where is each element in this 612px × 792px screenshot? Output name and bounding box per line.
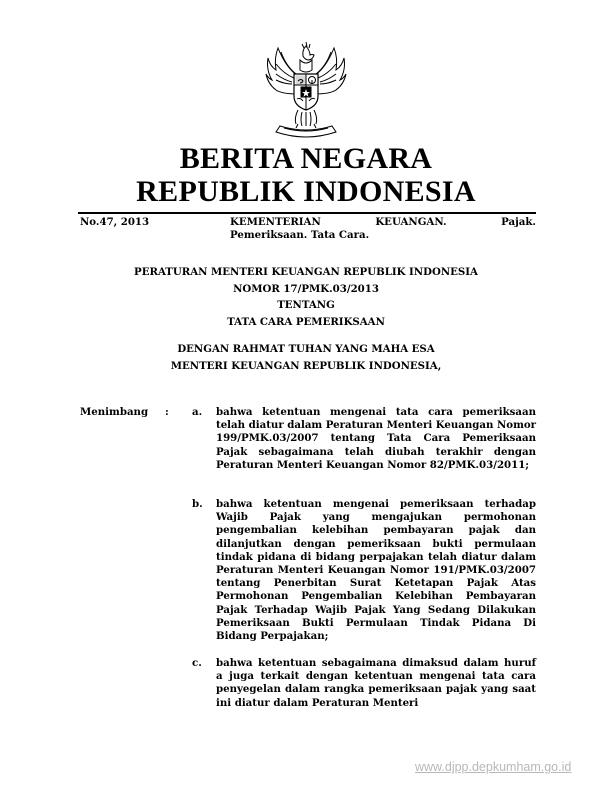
category-word: KEUANGAN.: [375, 216, 447, 228]
regulation-number: NOMOR 17/PMK.03/2013: [233, 282, 379, 295]
gazette-category: [230, 216, 536, 242]
regulation-subject: TATA CARA PEMERIKSAAN: [227, 315, 385, 328]
invocation: DENGAN RAHMAT TUHAN YANG MAHA ESA: [177, 343, 435, 355]
item-text: bahwa ketentuan sebagaimana dimaksud dalam huruf a juga terkait dengan ketentuan mengenai tata cara penyegelan dalam rangka pemeriksaan pajak yang saat ini diatur dalam Peraturan Menteri: [216, 657, 536, 709]
item-text: bahwa ketentuan mengenai pemeriksaan terhadap Wajib Pajak yang mengajukan permohonan pengembalian kelebihan pembayaran pajak dan dilanjutkan dengan pemeriksaan bukti permulaan tindak pidana di bidang perpajakan telah diatur dalam Peraturan Menteri Keuangan Nomor 191/PMK.03/2007 tentang Penerbitan Surat Ketetapan Pajak Atas Permohonan Pengembalian Kelebihan Pembayaran Pajak Terhadap Wajib Pajak Yang Sedang Dilakukan Pemeriksaan Bukti Permulaan Tindak Pidana Di Bidang Perpajakan;: [216, 498, 536, 643]
gazette-number: No.47, 2013: [80, 216, 150, 228]
category-line1: [230, 216, 536, 229]
gazette-title-line2: REPUBLIK INDONESIA: [136, 175, 476, 208]
regulation-title: PERATURAN MENTERI KEUANGAN REPUBLIK INDONESIA: [134, 266, 478, 278]
category-line2: Pemeriksaan. Tata Cara.: [230, 229, 370, 241]
considering-label: Menimbang: [80, 406, 149, 418]
category-word: Pajak.: [501, 216, 536, 228]
item-letter: b.: [192, 498, 203, 510]
item-letter: c.: [192, 657, 202, 669]
category-word: KEMENTERIAN: [230, 216, 321, 228]
garuda-pancasila-emblem-icon: [262, 40, 350, 142]
issuer: MENTERI KEUANGAN REPUBLIK INDONESIA,: [170, 359, 442, 372]
considering-colon: :: [165, 406, 169, 418]
header-divider: [78, 212, 536, 214]
gazette-title-line1: BERITA NEGARA: [179, 142, 433, 175]
regulation-heading: [0, 264, 612, 374]
item-letter: a.: [192, 406, 203, 418]
regulation-about: TENTANG: [277, 299, 335, 311]
item-text: bahwa ketentuan mengenai tata cara pemeriksaan telah diatur dalam Peraturan Menteri Keuangan Nomor 199/PMK.03/2007 tentang Tata Cara Pemeriksaan Pajak sebagaimana telah diubah terakhir dengan Peraturan Menteri Keuangan Nomor 82/PMK.03/2011;: [216, 406, 537, 471]
footer-website-link[interactable]: www.djpp.depkumham.go.id: [415, 760, 572, 774]
